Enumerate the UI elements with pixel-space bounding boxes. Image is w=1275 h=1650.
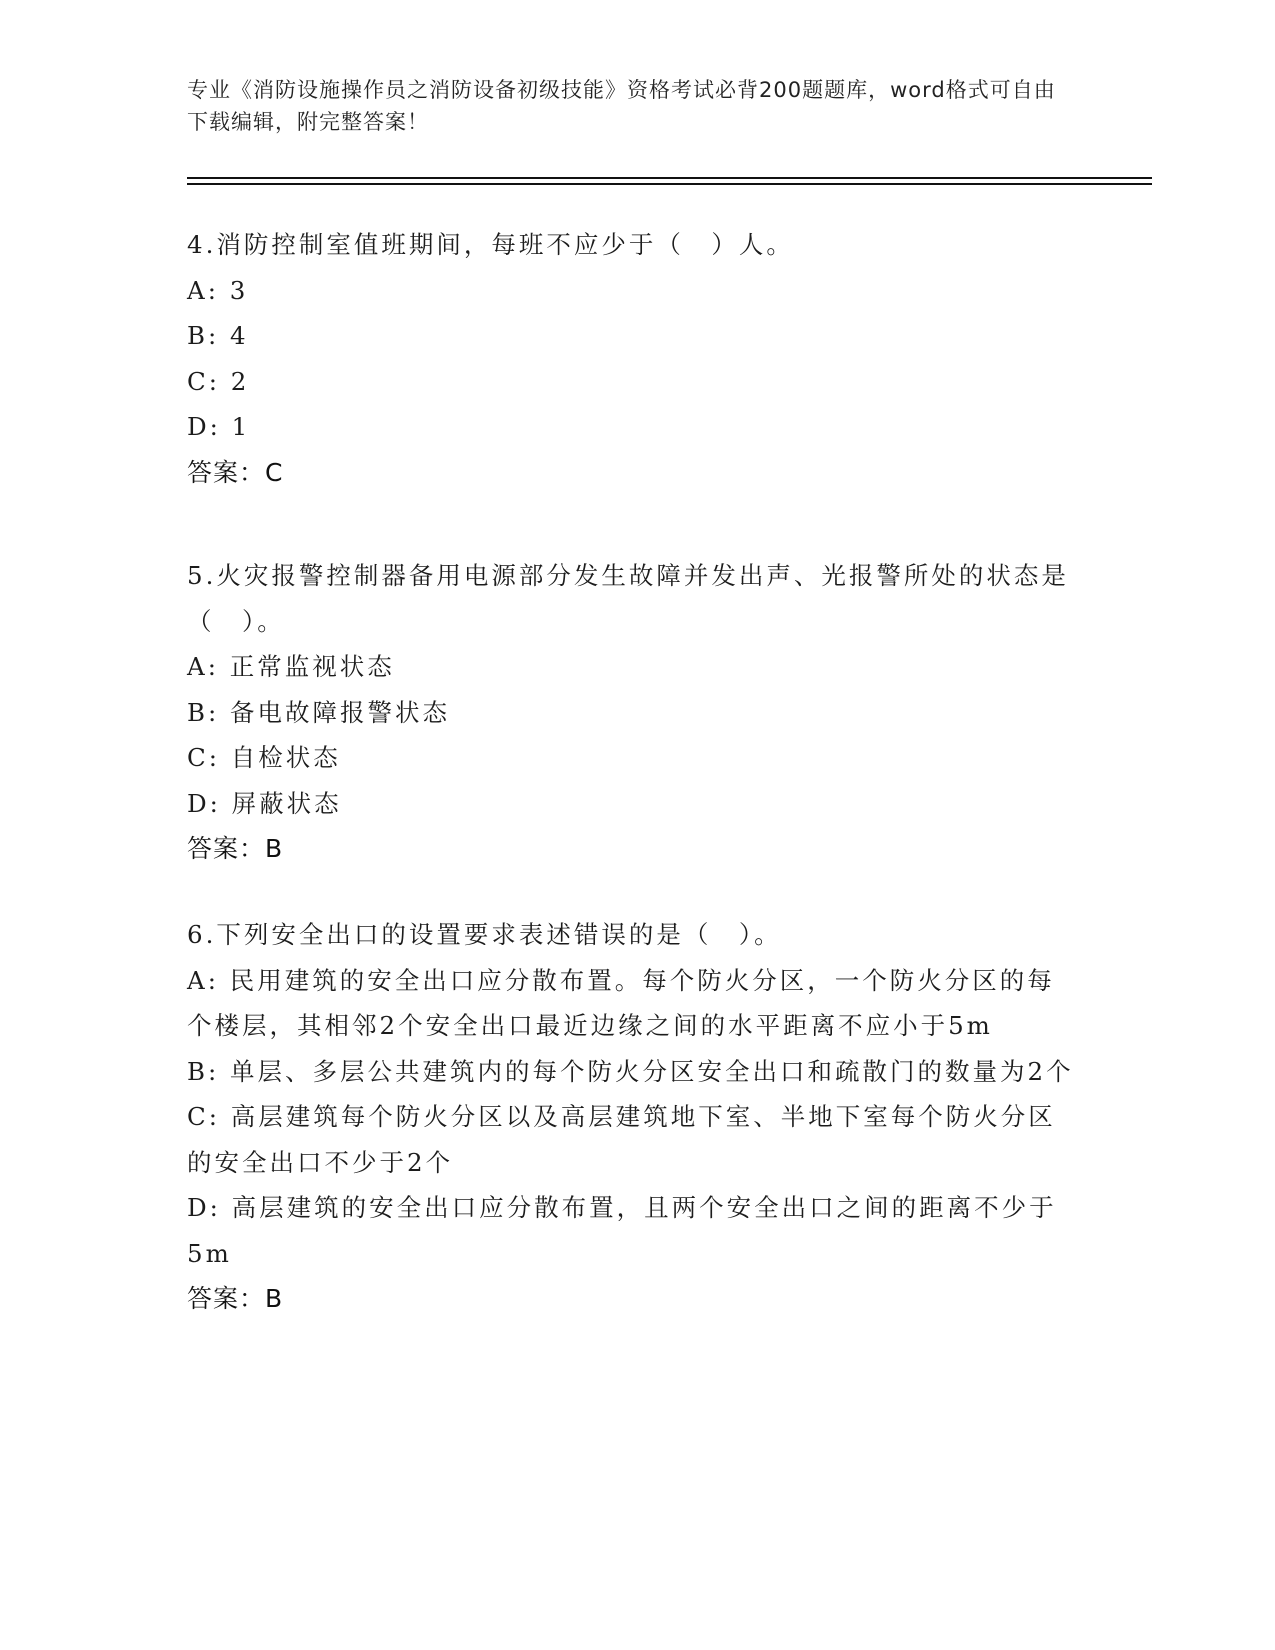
answer-label: 答案：: [187, 834, 266, 863]
option-b: B: 备电故障报警状态: [187, 697, 451, 727]
question-4: [187, 222, 1077, 495]
option-a: A: 正常监视状态: [187, 652, 395, 681]
answer-line: [187, 826, 1077, 871]
option-c: C: 2: [187, 366, 250, 396]
answer-label: 答案：: [187, 457, 266, 487]
answer-value: C: [265, 457, 284, 487]
option-c: C: 自检状态: [187, 743, 341, 772]
answer-value: B: [265, 1284, 284, 1313]
header-divider-top: [187, 177, 1152, 179]
option-a: A: 3: [187, 275, 249, 305]
option-b: B: 4: [187, 321, 249, 350]
option-a: A: 民用建筑的安全出口应分散布置。每个防火分区，一个防火分区的每个楼层，其相邻2个安全出口最近边缘之间的水平距离不应小于5m: [187, 965, 1055, 1040]
header-divider-bottom: [187, 183, 1152, 185]
option-c: C: 高层建筑每个防火分区以及高层建筑地下室、半地下室每个防火分区的安全出口不少于2个: [187, 1102, 1056, 1177]
question-stem: 4.消防控制室值班期间，每班不应少于（ ）人。: [187, 230, 794, 259]
option-d: D: 高层建筑的安全出口应分散布置，且两个安全出口之间的距离不少于5m: [187, 1193, 1057, 1268]
option-d: D: 1: [187, 412, 251, 441]
question-stem: 6.下列安全出口的设置要求表述错误的是（ ）。: [187, 920, 782, 949]
answer-line: [187, 450, 1077, 495]
document-header: 专业《消防设施操作员之消防设备初级技能》资格考试必背200题题库，word格式可自由下载编辑，附完整答案！: [187, 78, 1056, 134]
question-5: [187, 553, 1077, 871]
question-6: [187, 912, 1077, 1321]
question-stem: 5.火灾报警控制器备用电源部分发生故障并发出声、光报警所处的状态是（ ）。: [187, 561, 1069, 636]
option-b: B: 单层、多层公共建筑内的每个防火分区安全出口和疏散门的数量为2个: [187, 1056, 1074, 1086]
option-d: D: 屏蔽状态: [187, 788, 342, 818]
answer-value: B: [265, 834, 284, 863]
answer-line: [187, 1276, 1077, 1321]
answer-label: 答案：: [187, 1284, 266, 1313]
